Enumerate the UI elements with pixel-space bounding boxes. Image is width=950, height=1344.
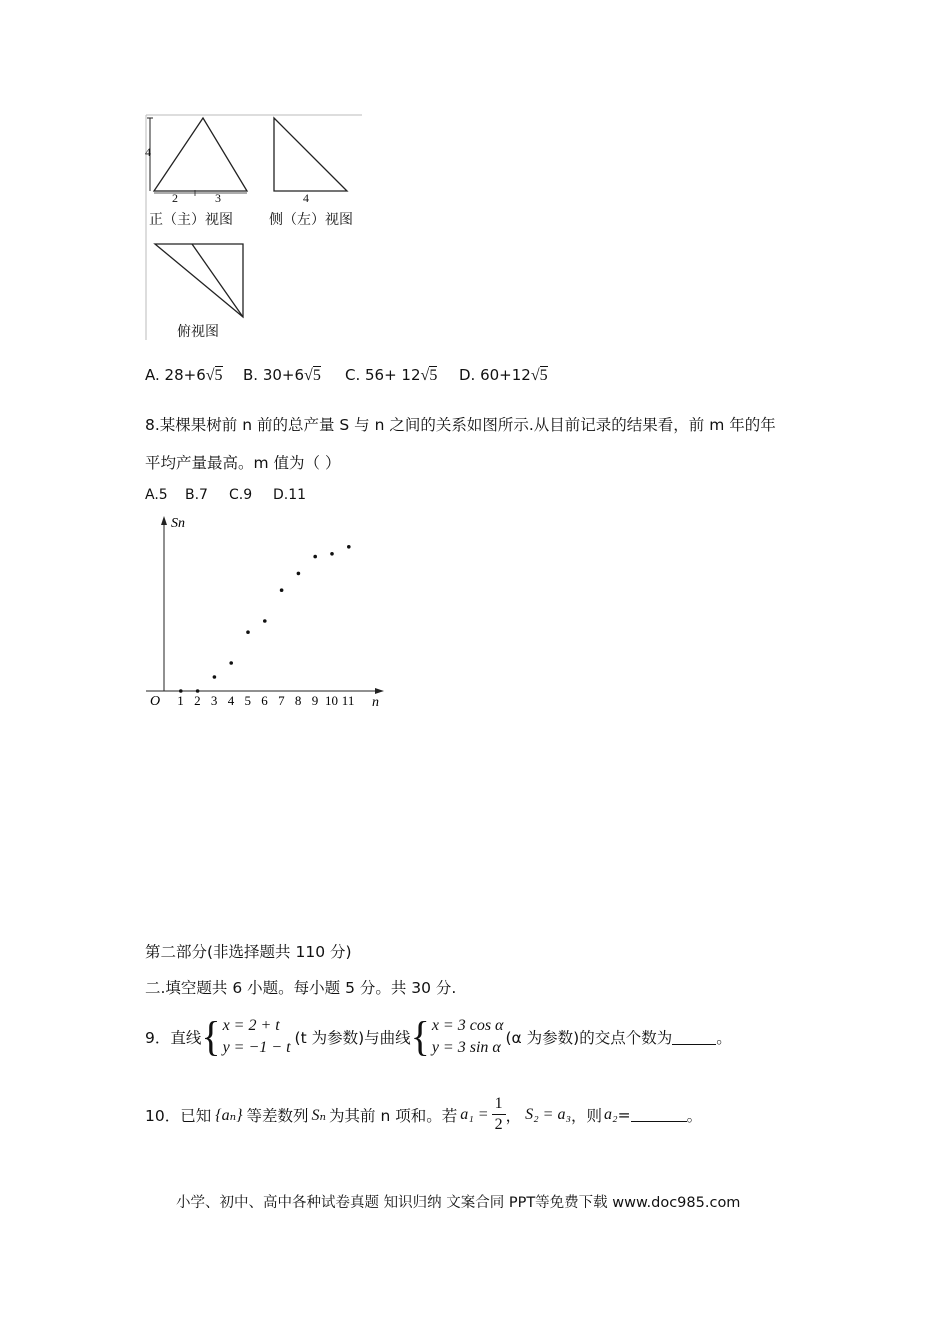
q10-frac-num: 1 bbox=[494, 1095, 503, 1112]
side-base-label: 4 bbox=[303, 191, 309, 205]
top-view-label: 俯视图 bbox=[177, 324, 219, 340]
data-point bbox=[213, 675, 217, 679]
x-tick-label: 6 bbox=[261, 693, 268, 708]
x-tick-label: 7 bbox=[278, 693, 285, 708]
q9-eq2b: y = 3 sin α bbox=[431, 1039, 501, 1056]
q10-comma: ， bbox=[505, 1106, 522, 1125]
data-point bbox=[347, 545, 351, 549]
q9-system-1 bbox=[201, 1012, 291, 1061]
front-base-right-label: 3 bbox=[215, 191, 221, 205]
q8-line2: 平均产量最高。m 值为（ ） bbox=[145, 454, 341, 472]
q7-option-d bbox=[459, 366, 548, 385]
q9-eq1a: x = 2 + t bbox=[222, 1017, 280, 1034]
q9-end: 。 bbox=[716, 1029, 732, 1047]
data-point bbox=[330, 552, 334, 556]
side-view-label: 侧（左）视图 bbox=[269, 212, 353, 228]
q7-option-a bbox=[145, 366, 223, 385]
q10-sn: Sₙ bbox=[311, 1106, 327, 1124]
data-point bbox=[297, 572, 301, 576]
brace-symbol: { bbox=[201, 1012, 221, 1061]
sqrt-symbol: √5 bbox=[205, 367, 223, 384]
x-tick-label: 2 bbox=[194, 693, 201, 708]
q9-eq1b: y = −1 − t bbox=[222, 1039, 291, 1056]
q7-option-d-text: D. 60+12 bbox=[459, 366, 531, 384]
footer-text: 小学、初中、高中各种试卷真题 知识归纳 文案合同 PPT等免费下载 www.doc985.com bbox=[176, 1195, 741, 1211]
q7-option-c-text: C. 56+ 12 bbox=[345, 366, 421, 384]
x-axis-label: n bbox=[372, 695, 379, 710]
data-point bbox=[246, 630, 250, 634]
front-height-label: 4 bbox=[145, 145, 151, 159]
q10-answer-blank[interactable] bbox=[631, 1107, 687, 1122]
q9-param2: (α 为参数)的交点个数为 bbox=[505, 1029, 673, 1047]
x-tick-label: 1 bbox=[177, 693, 184, 708]
data-point bbox=[196, 689, 200, 693]
section2-subtitle: 二.填空题共 6 小题。每小题 5 分。共 30 分. bbox=[145, 979, 457, 997]
q7-option-b-text: B. 30+6 bbox=[243, 366, 305, 384]
q10-fraction bbox=[492, 1094, 506, 1135]
data-point bbox=[313, 555, 317, 559]
x-tick-label: 9 bbox=[311, 693, 319, 708]
sn-chart-svg bbox=[140, 508, 390, 713]
q7-option-a-radicand: 5 bbox=[214, 367, 223, 384]
three-views-figure bbox=[140, 112, 365, 344]
q10-cond: S₂ = a₃ bbox=[525, 1105, 571, 1123]
origin-label: O bbox=[150, 694, 161, 709]
q8-option-b: B.7 bbox=[185, 487, 208, 503]
y-axis-arrow bbox=[161, 516, 167, 525]
q8-option-c: C.9 bbox=[229, 487, 253, 503]
sqrt-symbol: √5 bbox=[420, 367, 438, 384]
q7-option-b-radicand: 5 bbox=[312, 367, 321, 384]
q9-param1: (t 为参数)与曲线 bbox=[294, 1029, 411, 1047]
data-point bbox=[280, 588, 284, 592]
q10-eq: = bbox=[617, 1105, 631, 1124]
sn-chart bbox=[140, 508, 390, 713]
x-tick-label: 3 bbox=[210, 693, 218, 708]
data-point bbox=[229, 661, 233, 665]
sqrt-symbol: √5 bbox=[530, 367, 548, 384]
q10-mid2: 为其前 n 项和。若 bbox=[329, 1106, 458, 1125]
x-tick-label: 10 bbox=[325, 693, 338, 708]
q10-a2: a₂ bbox=[604, 1105, 618, 1123]
q10-frac-den: 2 bbox=[494, 1116, 503, 1133]
q9-system-2 bbox=[410, 1012, 504, 1061]
q8-option-a: A.5 bbox=[145, 487, 168, 503]
q9 bbox=[145, 1012, 732, 1061]
q8-option-d: D.11 bbox=[273, 487, 307, 503]
q7-option-a-text: A. 28+6 bbox=[145, 366, 206, 384]
data-point bbox=[179, 689, 183, 693]
section2-title: 第二部分(非选择题共 110 分) bbox=[145, 943, 352, 961]
q7-option-c bbox=[345, 366, 437, 385]
q9-answer-blank[interactable] bbox=[672, 1030, 716, 1045]
q10 bbox=[145, 1094, 702, 1135]
q10-end: 。 bbox=[686, 1106, 703, 1125]
q7-option-d-radicand: 5 bbox=[539, 367, 548, 384]
q10-number: 10．已知 bbox=[145, 1106, 212, 1125]
q10-a1: a₁ = bbox=[460, 1105, 489, 1123]
q8-line1: 8.某棵果树前 n 前的总产量 S 与 n 之间的关系如图所示.从目前记录的结果看，前 m 年的年 bbox=[145, 416, 776, 434]
q10-seq: {aₙ} bbox=[215, 1106, 243, 1124]
x-axis-arrow bbox=[375, 688, 384, 694]
q9-eq2a: x = 3 cos α bbox=[431, 1017, 504, 1034]
data-point bbox=[263, 619, 267, 623]
q9-number: 9．直线 bbox=[145, 1029, 202, 1047]
sqrt-symbol: √5 bbox=[304, 367, 321, 384]
front-base-left-label: 2 bbox=[172, 191, 178, 205]
y-axis-label: Sn bbox=[171, 516, 185, 531]
x-tick-label: 4 bbox=[227, 693, 235, 708]
q7-option-b bbox=[243, 366, 321, 385]
x-tick-label: 8 bbox=[294, 693, 302, 708]
q7-option-c-radicand: 5 bbox=[429, 367, 438, 384]
x-tick-label: 11 bbox=[341, 693, 355, 708]
q10-then: ，则 bbox=[571, 1106, 603, 1125]
brace-symbol: { bbox=[410, 1012, 430, 1061]
q10-mid: 等差数列 bbox=[246, 1106, 309, 1125]
front-view-label: 正（主）视图 bbox=[149, 212, 233, 228]
x-tick-label: 5 bbox=[244, 693, 251, 708]
